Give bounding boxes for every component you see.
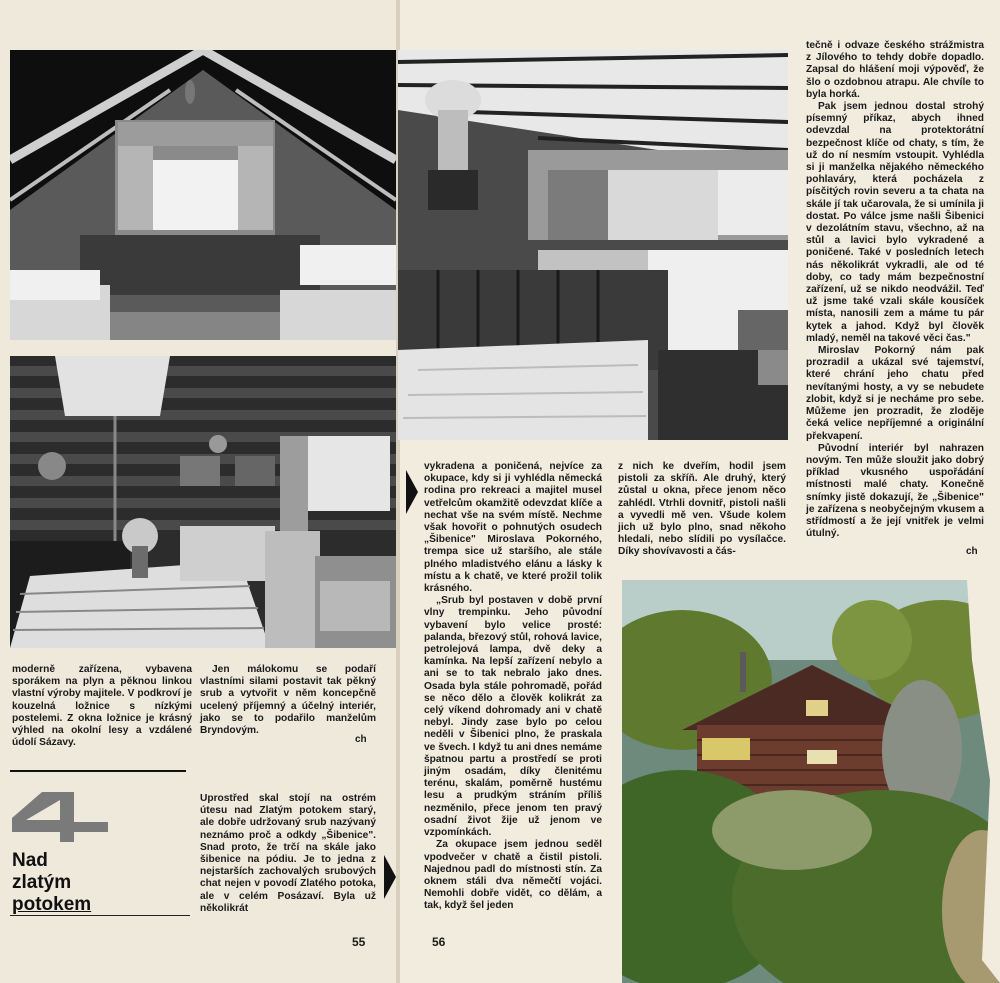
col-c-para-3: Miroslav Pokorný nám pak prozradil a ukázal své tajemství, které chrání jeho chatu před nevítanými hosty, a vy se nebudete zlobit, když si je necháme pro sebe. Můžeme jen prozradit, že zloděje čeká velice nepříjemné a originální překvapení. [806, 345, 984, 442]
article-title [12, 850, 91, 916]
continue-arrow-left [384, 855, 396, 899]
col-c-para-1: tečně i odvaze českého strážmistra z Jílového to tehdy dobře dopadlo. Zapsal do hlášení moji výpověď, že šlo o ozdobnou atrapu. Ale chvíle to byla horká. [806, 40, 984, 100]
caption-right-text: Jen málokomu se podaří vlastními silami postavit tak pěkný srub a vytvořit v něm koncepčně ucelený příjemný a účelný interiér, jako se to podařilo manželům Bryndovým. [200, 664, 376, 737]
col-b-para-1: z nich ke dveřím, hodil jsem pistoli za skříň. Ale druhý, který zůstal u okna, přece jenom něco zahlédl. Vtrhli dovnitř, pistoli našli a vyvedli mě ven. Všude kolem jich už bylo plno, snad někoho hledali, nebo slídili po vysílačce. Díky shovívavosti a čás- [618, 461, 786, 558]
title-line-2: zlatým [12, 872, 72, 893]
col-a-para-3: Za okupace jsem jednou seděl vpodvečer v chatě a čistil pistoli. Najednou padl do místnosti stín. Za oknem stáli dva němečtí vojáci. Nemohli dobře vidět, co dělám, a tak, když šel jeden [424, 839, 602, 912]
col-a-para-2: „Srub byl postaven v době první vlny trempinku. Jeho původní vybavení bylo velice prosté: palanda, březový stůl, rohová lavice, petrolejová lampa, dvě deky a kamínka. Na lepší zařízení nebylo a ani se to tak nebralo jako dnes. Osada byla stále pohromadě, pořád se něco dělo a člověk kolikrát za celý víkend dohromady ani v chatě nebyl. Jindy zase bylo po celou neděli v Šibenici plno, že praskala ve švech. I když tu ani dnes nemáme špatnou partu a prostředí se proti jiným osadám, díky členitému terénu, skalám, poměrně hustému lesu a prudkým stráním příliš nezměnilo, přece jenom ten pravý osadní život žije už jenom ve vzpomínkách. [424, 595, 602, 839]
title-rule-top [10, 770, 186, 772]
page-number-left: 55 [352, 935, 366, 949]
title-rule-bottom [10, 915, 190, 916]
title-line-1: Nad [12, 850, 48, 871]
title-line-3: potokem [12, 894, 92, 915]
body-column-c [806, 40, 984, 540]
cabin-exterior-photo [622, 580, 1000, 983]
continue-arrow-right [406, 470, 418, 514]
article-number [12, 792, 110, 842]
page-number-right: 56 [432, 935, 446, 949]
col-c-para-4: Původní interiér byl nahrazen novým. Ten může sloužit jako dobrý příklad vkusného uspořádání místnosti malé chaty. Konečně snímky jistě dokazují, že „Šibenice" je zařízena s neobyčejným vkusem a střídmostí a že její vnitřek je velmi útulný. [806, 442, 984, 540]
caption-left-text: moderně zařízena, vybavena sporákem na plyn a pěknou linkou vlastní výroby majitele. V podkroví je kouzelná ložnice s nízkými postelemi. Z okna ložnice je krásný výhled na okolní lesy a vzdálené údolí Sázavy. [12, 664, 192, 749]
article-intro [200, 793, 376, 915]
caption-left [12, 664, 192, 749]
col-c-para-2: Pak jsem jednou dostal strohý písemný příkaz, abych ihned odevzdal na protektorátní bezpečnost klíče od chaty, s tím, že už do ní nesmím vstoupit. Vyhlédla si ji manželka nějakého německého pohlaváry, která pocházela z písčitých rovin severu a ta chata na skále jí tak učarovala, že si umínila ji dostat. Po válce jsme našli Šibenici v dezolátním stavu, všechno, až na stůl a lavici bylo vykradené a poničené. Také v posledních letech nás několikrát vykradli, ale od té doby, co tady mám bezpečnostní zařízení, už se nikdo neodvážil. Teď už jsme také vzali skále kousíček místa, nanosili zem a máme tu pár kytek a jahod. Když byl člověk mladý, neměl na takové věci čas." [806, 101, 984, 344]
cabin-interior-photo [398, 50, 788, 440]
column-c-signature: ch [966, 546, 978, 557]
caption-signature: ch [355, 734, 367, 745]
caption-right [200, 664, 376, 737]
attic-bedroom-photo [10, 50, 396, 340]
body-column-a [424, 461, 602, 913]
col-a-para-1: vykradena a poničená, nejvíce za okupace, kdy si ji vyhlédla německá rodina pro rekreaci a majitel musel vetřelcům okamžitě odevzdat klíče a nechat vše na svém místě. Nechme však hovořit o pohnutých osudech „Šibenice" Miroslava Pokorného, trempa sice už staršího, ale stále plného mladistvého elánu a lásky k místu a k chatě, ve které prožil tolik krásného. [424, 461, 602, 595]
living-room-photo [10, 356, 396, 648]
body-column-b [618, 461, 786, 559]
article-intro-text: Uprostřed skal stojí na ostrém útesu nad Zlatým potokem starý, ale dobře udržovaný srub nazývaný neznámo proč a odkdy „Šibenice". Snad proto, že trčí na skále jako šibenice na pódiu. Je to jedna z nejstarších zachovalých srubových chat nejen v povodí Zlatého potoka, ale v celém Posázaví. Byla už několikrát [200, 793, 376, 914]
